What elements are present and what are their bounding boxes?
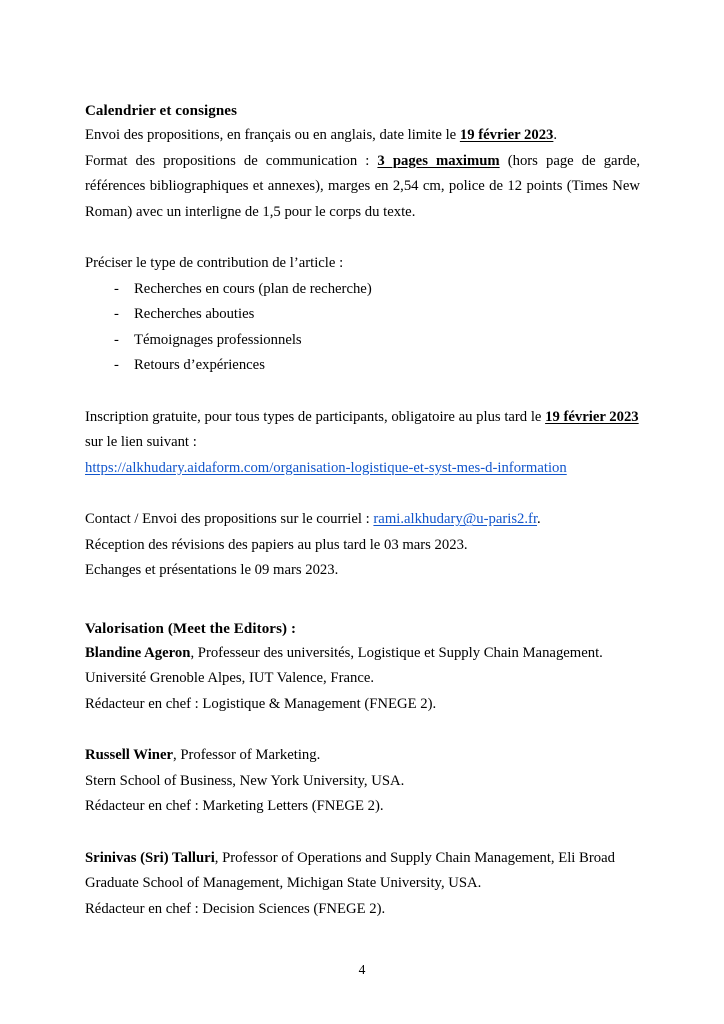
editor-affiliation: Université Grenoble Alpes, IUT Valence, France. — [85, 670, 375, 686]
list-item — [85, 353, 640, 379]
deadline-text-prefix: Envoi des propositions, en français ou en anglais, date limite le — [85, 127, 460, 143]
spacer — [85, 225, 640, 251]
dash-bullet-icon: - — [114, 357, 119, 373]
contact-email-link[interactable]: rami.alkhudary@u-paris2.fr — [373, 511, 538, 527]
editor-role: Rédacteur en chef : Decision Sciences (FNEGE 2). — [85, 900, 386, 917]
editor-role: Rédacteur en chef : Marketing Letters (FNEGE 2). — [85, 798, 384, 814]
editor-title: , Professor of Marketing. — [173, 747, 321, 763]
section-heading-calendrier: Calendrier et consignes — [85, 103, 238, 119]
editor-title: , Professeur des universités, Logistique et Supply Chain Management. — [190, 644, 603, 661]
section-heading-valorisation: Valorisation (Meet the Editors) : — [85, 620, 297, 637]
deadline-text-suffix: . — [553, 127, 558, 143]
editor-title: , Professor of Operations and Supply Chain Management, Eli Broad Graduate School of Management, Michigan State University, USA. — [85, 849, 615, 891]
contact-text-suffix: . — [537, 511, 541, 527]
inscription-link-paragraph — [85, 456, 640, 482]
dash-bullet-icon: - — [114, 331, 119, 348]
contact-text-prefix: Contact / Envoi des propositions sur le courriel : — [85, 511, 374, 527]
revision-deadline-line: Réception des révisions des papiers au plus tard le 03 mars 2023. — [85, 536, 468, 553]
deadline-date: 19 février 2023 — [459, 127, 554, 143]
presentation-date-line: Echanges et présentations le 09 mars 2023. — [85, 562, 339, 578]
spacer — [85, 820, 640, 846]
inscription-paragraph — [85, 405, 640, 431]
editor-name-and-title — [85, 743, 640, 769]
editor-entry — [85, 743, 640, 820]
list-item — [85, 328, 640, 354]
inscription-link-intro: sur le lien suivant : — [85, 434, 197, 450]
inscription-text-prefix: Inscription gratuite, pour tous types de participants, obligatoire au plus tard le — [85, 408, 546, 425]
list-item-label: Recherches abouties — [134, 306, 255, 322]
spacer — [85, 717, 640, 743]
editor-entry — [85, 641, 640, 718]
format-paragraph — [85, 149, 640, 226]
section-inscription — [85, 405, 640, 482]
editor-name: Russell Winer — [85, 747, 174, 763]
contribution-intro: Préciser le type de contribution de l’article : — [85, 255, 344, 271]
format-page-limit: 3 pages maximum — [377, 152, 500, 169]
deadline-paragraph — [85, 123, 640, 149]
page-number: 4 — [358, 962, 366, 977]
editor-name: Blandine Ageron — [85, 644, 191, 661]
section-valorisation — [85, 618, 640, 923]
list-item-label: Retours d’expériences — [134, 357, 265, 373]
format-text-suffix: (hors page de garde, références bibliographiques et annexes), marges en 2,54 cm, police de 12 points (Times New Roman) avec un interligne de 1,5 pour le corps du texte. — [85, 152, 641, 220]
editor-affiliation: Stern School of Business, New York University, USA. — [85, 772, 405, 789]
section-calendrier — [85, 100, 640, 225]
spacer — [85, 584, 640, 618]
section-contact — [85, 507, 640, 584]
list-item-label: Témoignages professionnels — [134, 331, 302, 348]
spacer — [85, 481, 640, 507]
editor-name-and-title — [85, 641, 640, 667]
list-item — [85, 302, 640, 328]
editor-name-and-title — [85, 846, 640, 897]
dash-bullet-icon: - — [114, 280, 119, 297]
editor-name: Srinivas (Sri) Talluri — [85, 849, 215, 866]
list-item-label: Recherches en cours (plan de recherche) — [134, 280, 372, 297]
contribution-type-list — [85, 277, 640, 379]
registration-form-link[interactable]: https://alkhudary.aidaform.com/organisation-logistique-et-syst-mes-d-information — [85, 459, 567, 476]
page-body — [85, 100, 640, 922]
inscription-deadline-date: 19 février 2023 — [545, 408, 639, 425]
format-text-prefix: Format des propositions de communication : — [85, 152, 378, 169]
section-contribution — [85, 251, 640, 379]
contact-paragraph — [85, 507, 640, 533]
editor-role: Rédacteur en chef : Logistique & Management (FNEGE 2). — [85, 695, 437, 712]
dash-bullet-icon: - — [114, 306, 119, 322]
editor-entry — [85, 846, 640, 923]
list-item — [85, 277, 640, 303]
spacer — [85, 379, 640, 405]
